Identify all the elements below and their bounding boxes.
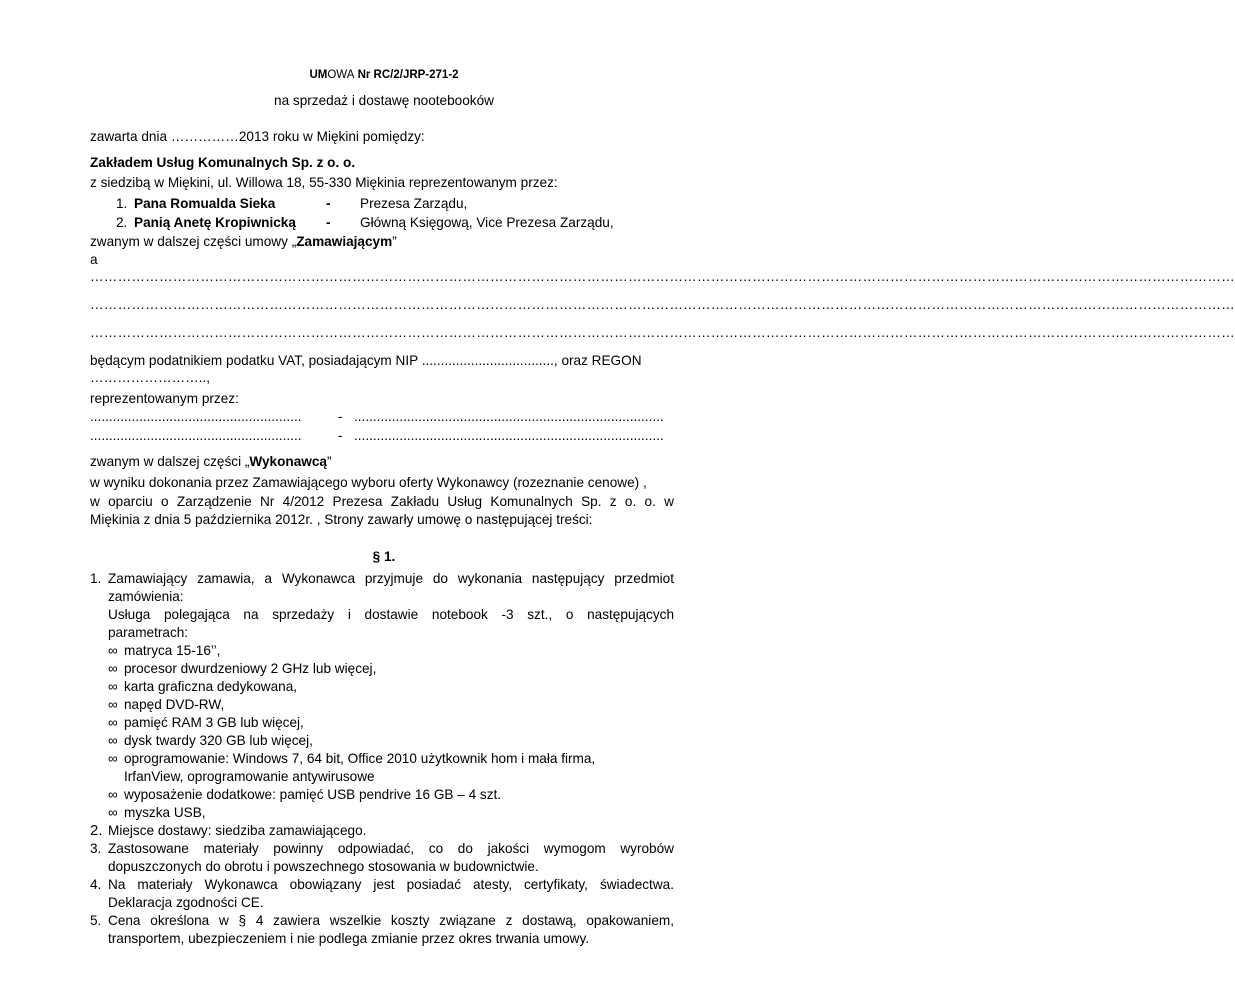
item-1-line-4: parametrach: bbox=[108, 625, 189, 640]
wykonawca-line: zwanym w dalszej części „Wykonawcą” bbox=[90, 454, 332, 469]
bullet-icon: ∞ bbox=[108, 661, 118, 676]
section-heading: § 1. bbox=[372, 549, 396, 564]
zamawiajacy-line: zwanym w dalszej części umowy „Zamawiającym” bbox=[90, 234, 397, 249]
bullet-icon: ∞ bbox=[108, 715, 118, 730]
spec-bullet: ∞ myszka USB, bbox=[108, 805, 206, 820]
bullet-icon: ∞ bbox=[108, 643, 118, 658]
bullet-icon: ∞ bbox=[108, 679, 118, 694]
bullet-icon: ∞ bbox=[108, 787, 118, 802]
spec-bullet-continuation: IrfanView, oprogramowanie antywirusowe bbox=[124, 769, 375, 784]
blank-line-1: …………………………………………………………………………………………………………………………………………………………………………………………………………………………… bbox=[90, 269, 1235, 284]
rep-blank-2-dash: - bbox=[338, 428, 343, 443]
company-name: Zakładem Usług Komunalnych Sp. z o. o. bbox=[90, 155, 356, 170]
representative-2-role: Główną Księgową, Vice Prezesa Zarządu, bbox=[360, 215, 614, 230]
bullet-icon: ∞ bbox=[108, 733, 118, 748]
spec-bullet: ∞ matryca 15-16’’, bbox=[108, 643, 221, 658]
bullet-icon: ∞ bbox=[108, 751, 118, 766]
item-4-line-2: Deklaracja zgodności CE. bbox=[108, 895, 264, 910]
item-5-number: 5. bbox=[90, 913, 102, 928]
company-seat: z siedzibą w Miękini, ul. Willowa 18, 55-330 Miękinia reprezentowanym przez: bbox=[90, 175, 558, 190]
rep-blank-1-right: .................................................................................. bbox=[354, 409, 664, 424]
item-1-number: 1. bbox=[90, 571, 102, 586]
spec-bullet: ∞ karta graficzna dedykowana, bbox=[108, 679, 298, 694]
preamble-line-1: w wyniku dokonania przez Zamawiającego wyboru oferty Wykonawcy (rozeznanie cenowe) , bbox=[90, 475, 647, 490]
spec-bullet: ∞ pamięć RAM 3 GB lub więcej, bbox=[108, 715, 304, 730]
item-4-number: 4. bbox=[90, 877, 102, 892]
item-2-number: 2. bbox=[90, 822, 103, 839]
item-3-line-2: dopuszczonych do obrotu i powszechnego stosowania w budownictwie. bbox=[108, 859, 539, 874]
item-5-line-2: transportem, ubezpieczeniem i nie podlega zmianie przez okres trwania umowy. bbox=[108, 931, 590, 946]
rep-blank-2-right: .................................................................................. bbox=[354, 428, 664, 443]
bullet-icon: ∞ bbox=[108, 805, 118, 820]
contract-subtitle: na sprzedaż i dostawę nootebooków bbox=[274, 93, 494, 108]
item-1-line-1: Zamawiający zamawia, a Wykonawca przyjmuje do wykonania następujący przedmiot bbox=[108, 571, 674, 586]
spec-bullet: ∞ wyposażenie dodatkowe: pamięć USB pendrive 16 GB – 4 szt. bbox=[108, 787, 502, 802]
spec-bullet: ∞ procesor dwurdzeniowy 2 GHz lub więcej, bbox=[108, 661, 377, 676]
spec-bullet: ∞ napęd DVD-RW, bbox=[108, 697, 225, 712]
item-2-line-1: Miejsce dostawy: siedziba zamawiającego. bbox=[108, 823, 367, 838]
spec-bullet: ∞ dysk twardy 320 GB lub więcej, bbox=[108, 733, 313, 748]
item-3-line-1: Zastosowane materiały powinny odpowiadać, co do jakości wymogom wyrobów bbox=[108, 841, 674, 856]
representative-1-role: Prezesa Zarządu, bbox=[360, 196, 468, 211]
representative-1-dash: - bbox=[326, 196, 331, 211]
contract-title: UMOWA Nr RC/2/JRP-271-2 bbox=[309, 69, 459, 81]
item-5-line-1: Cena określona w § 4 zawiera wszelkie koszty związane z dostawą, opakowaniem, bbox=[108, 913, 674, 928]
rep-blank-1-left: ........................................................ bbox=[90, 409, 302, 424]
representative-1: 1. Pana Romualda Sieka bbox=[116, 196, 276, 211]
preamble-line-3: Miękinia z dnia 5 października 2012r. , Strony zawarły umowę o następującej treści: bbox=[90, 512, 593, 527]
representative-2: 2. Panią Anetę Kropiwnicką bbox=[116, 215, 296, 230]
bullet-icon: ∞ bbox=[108, 697, 118, 712]
spec-bullet: ∞ oprogramowanie: Windows 7, 64 bit, Office 2010 użytkownik hom i mała firma, bbox=[108, 751, 596, 766]
representative-2-dash: - bbox=[326, 215, 331, 230]
blank-line-3: …………………………………………………………………………………………………………………………………………………………………………………………………………………………… bbox=[90, 325, 1235, 340]
rep-blank-1-dash: - bbox=[338, 409, 343, 424]
item-1-line-3: Usługa polegająca na sprzedaży i dostawie notebook -3 szt., o następujących bbox=[108, 607, 674, 622]
conjunction-a: a bbox=[90, 252, 98, 267]
item-1-line-2: zamówienia: bbox=[108, 589, 184, 604]
represented-by: reprezentowanym przez: bbox=[90, 391, 239, 406]
blank-line-2: …………………………………………………………………………………………………………………………………………………………………………………………………………………………… bbox=[90, 297, 1235, 312]
rep-blank-2-left: ........................................................ bbox=[90, 428, 302, 443]
item-3-number: 3. bbox=[90, 841, 102, 856]
regon-blank: …………………….., bbox=[90, 370, 211, 385]
item-4-line-1: Na materiały Wykonawca obowiązany jest posiadać atesty, certyfikaty, świadectwa. bbox=[108, 877, 674, 892]
preamble-line-2: w oparciu o Zarządzenie Nr 4/2012 Prezesa Zakładu Usług Komunalnych Sp. z o. o. w bbox=[90, 494, 674, 509]
intro-line: zawarta dnia ……………2013 roku w Miękini pomiędzy: bbox=[90, 129, 425, 144]
vat-line: będącym podatnikiem podatku VAT, posiadającym NIP ..................................., oraz REGON bbox=[90, 353, 642, 368]
